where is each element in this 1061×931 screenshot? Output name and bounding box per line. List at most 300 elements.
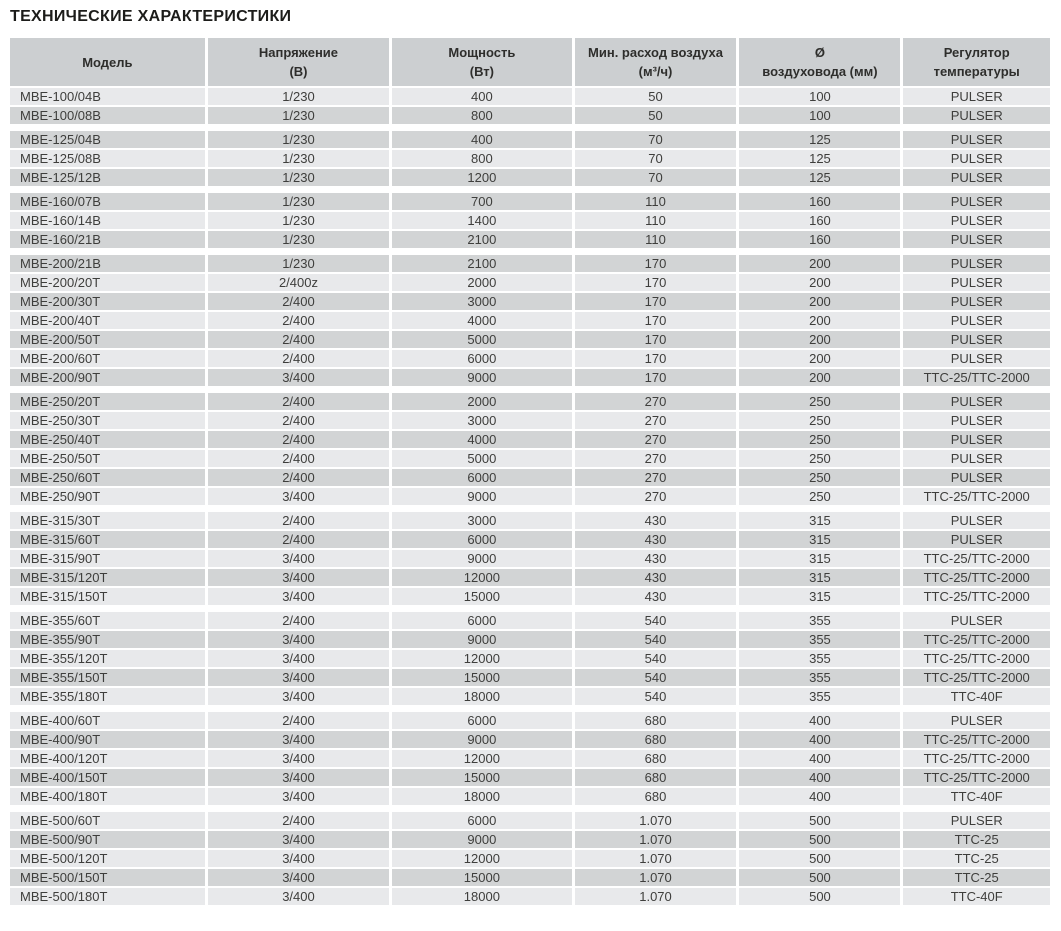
cell-diameter: 315: [739, 531, 900, 548]
group-separator-cell: [10, 388, 1050, 391]
cell-diameter: 315: [739, 569, 900, 586]
cell-power: 800: [392, 107, 571, 124]
cell-model: MBE-100/08B: [10, 107, 205, 124]
group-separator: [10, 126, 1050, 129]
column-header-unit: (м³/ч): [638, 64, 673, 79]
table-row: [10, 331, 1050, 348]
cell-airflow: 430: [575, 588, 737, 605]
cell-regulator: TTC-25/TTC-2000: [903, 669, 1050, 686]
cell-diameter: 400: [739, 788, 900, 805]
cell-diameter: 200: [739, 255, 900, 272]
cell-airflow: 430: [575, 531, 737, 548]
cell-voltage: 1/230: [208, 231, 389, 248]
cell-voltage: 3/400: [208, 750, 389, 767]
cell-power: 1200: [392, 169, 571, 186]
cell-model: MBE-315/150T: [10, 588, 205, 605]
column-header-power: [392, 38, 571, 86]
table-row: [10, 512, 1050, 529]
cell-airflow: 540: [575, 650, 737, 667]
table-row: [10, 888, 1050, 905]
cell-diameter: 355: [739, 612, 900, 629]
cell-diameter: 400: [739, 712, 900, 729]
cell-diameter: 315: [739, 588, 900, 605]
cell-diameter: 160: [739, 212, 900, 229]
cell-model: MBE-200/60T: [10, 350, 205, 367]
table-row: [10, 869, 1050, 886]
cell-model: MBE-125/12B: [10, 169, 205, 186]
cell-airflow: 170: [575, 350, 737, 367]
cell-power: 6000: [392, 712, 571, 729]
table-body: [10, 88, 1050, 905]
cell-power: 15000: [392, 869, 571, 886]
cell-voltage: 1/230: [208, 212, 389, 229]
cell-power: 4000: [392, 312, 571, 329]
cell-airflow: 170: [575, 293, 737, 310]
cell-model: MBE-315/60T: [10, 531, 205, 548]
table-row: [10, 231, 1050, 248]
cell-regulator: PULSER: [903, 531, 1050, 548]
cell-regulator: TTC-25/TTC-2000: [903, 569, 1050, 586]
cell-diameter: 160: [739, 231, 900, 248]
cell-model: MBE-355/60T: [10, 612, 205, 629]
cell-voltage: 2/400: [208, 450, 389, 467]
cell-voltage: 1/230: [208, 169, 389, 186]
table-row: [10, 312, 1050, 329]
cell-regulator: TTC-25/TTC-2000: [903, 731, 1050, 748]
table-row: [10, 612, 1050, 629]
cell-power: 18000: [392, 688, 571, 705]
group-separator-cell: [10, 707, 1050, 710]
cell-diameter: 355: [739, 650, 900, 667]
cell-airflow: 170: [575, 274, 737, 291]
cell-regulator: PULSER: [903, 131, 1050, 148]
group-separator-cell: [10, 807, 1050, 810]
cell-power: 1400: [392, 212, 571, 229]
cell-model: MBE-400/150T: [10, 769, 205, 786]
cell-power: 800: [392, 150, 571, 167]
cell-model: MBE-250/20T: [10, 393, 205, 410]
column-header-label: Модель: [82, 54, 133, 70]
column-header-unit: (В): [289, 64, 308, 79]
column-header-label: Мин. расход воздуха: [588, 45, 723, 60]
cell-power: 2000: [392, 274, 571, 291]
cell-regulator: TTC-25/TTC-2000: [903, 550, 1050, 567]
cell-power: 6000: [392, 531, 571, 548]
cell-power: 2100: [392, 231, 571, 248]
cell-regulator: PULSER: [903, 450, 1050, 467]
group-separator-cell: [10, 126, 1050, 129]
cell-model: MBE-200/30T: [10, 293, 205, 310]
group-separator-cell: [10, 250, 1050, 253]
cell-regulator: PULSER: [903, 88, 1050, 105]
cell-model: MBE-200/50T: [10, 331, 205, 348]
cell-airflow: 680: [575, 712, 737, 729]
table-row: [10, 588, 1050, 605]
cell-airflow: 540: [575, 669, 737, 686]
cell-power: 3000: [392, 293, 571, 310]
cell-power: 9000: [392, 550, 571, 567]
cell-voltage: 2/400: [208, 431, 389, 448]
cell-airflow: 680: [575, 750, 737, 767]
cell-voltage: 1/230: [208, 193, 389, 210]
cell-model: MBE-200/20T: [10, 274, 205, 291]
cell-diameter: 250: [739, 412, 900, 429]
cell-voltage: 2/400: [208, 531, 389, 548]
cell-model: MBE-400/90T: [10, 731, 205, 748]
cell-regulator: PULSER: [903, 231, 1050, 248]
cell-airflow: 540: [575, 612, 737, 629]
table-row: [10, 150, 1050, 167]
cell-diameter: 125: [739, 131, 900, 148]
cell-regulator: TTC-25: [903, 850, 1050, 867]
cell-regulator: PULSER: [903, 312, 1050, 329]
column-header-diameter: [739, 38, 900, 86]
cell-voltage: 1/230: [208, 88, 389, 105]
group-separator: [10, 707, 1050, 710]
cell-model: MBE-400/60T: [10, 712, 205, 729]
cell-voltage: 2/400: [208, 293, 389, 310]
cell-diameter: 100: [739, 88, 900, 105]
cell-regulator: PULSER: [903, 512, 1050, 529]
cell-regulator: PULSER: [903, 431, 1050, 448]
table-row: [10, 769, 1050, 786]
table-row: [10, 169, 1050, 186]
cell-voltage: 2/400: [208, 412, 389, 429]
table-row: [10, 431, 1050, 448]
cell-regulator: TTC-25/TTC-2000: [903, 769, 1050, 786]
cell-diameter: 250: [739, 450, 900, 467]
cell-power: 4000: [392, 431, 571, 448]
cell-model: MBE-250/50T: [10, 450, 205, 467]
table-row: [10, 650, 1050, 667]
cell-voltage: 2/400: [208, 393, 389, 410]
cell-regulator: PULSER: [903, 274, 1050, 291]
group-separator-cell: [10, 507, 1050, 510]
cell-airflow: 270: [575, 393, 737, 410]
cell-airflow: 1.070: [575, 812, 737, 829]
cell-regulator: PULSER: [903, 812, 1050, 829]
table-row: [10, 669, 1050, 686]
table-row: [10, 831, 1050, 848]
cell-power: 15000: [392, 669, 571, 686]
spec-table: [7, 36, 1053, 907]
cell-power: 5000: [392, 331, 571, 348]
cell-voltage: 2/400: [208, 712, 389, 729]
cell-power: 400: [392, 131, 571, 148]
group-separator-cell: [10, 188, 1050, 191]
column-header-unit: (Вт): [469, 64, 494, 79]
cell-regulator: PULSER: [903, 293, 1050, 310]
cell-power: 6000: [392, 350, 571, 367]
cell-voltage: 3/400: [208, 850, 389, 867]
group-separator: [10, 188, 1050, 191]
cell-airflow: 270: [575, 431, 737, 448]
cell-power: 6000: [392, 812, 571, 829]
cell-airflow: 170: [575, 255, 737, 272]
cell-airflow: 270: [575, 450, 737, 467]
table-row: [10, 255, 1050, 272]
cell-airflow: 1.070: [575, 850, 737, 867]
cell-model: MBE-400/120T: [10, 750, 205, 767]
cell-voltage: 3/400: [208, 888, 389, 905]
cell-model: MBE-250/90T: [10, 488, 205, 505]
cell-voltage: 2/400: [208, 512, 389, 529]
cell-airflow: 70: [575, 150, 737, 167]
cell-model: MBE-500/120T: [10, 850, 205, 867]
cell-power: 18000: [392, 888, 571, 905]
cell-airflow: 1.070: [575, 869, 737, 886]
cell-model: MBE-500/60T: [10, 812, 205, 829]
cell-power: 6000: [392, 469, 571, 486]
cell-diameter: 355: [739, 631, 900, 648]
cell-regulator: PULSER: [903, 193, 1050, 210]
cell-voltage: 3/400: [208, 831, 389, 848]
cell-regulator: PULSER: [903, 350, 1050, 367]
cell-power: 12000: [392, 650, 571, 667]
cell-airflow: 170: [575, 331, 737, 348]
cell-airflow: 170: [575, 312, 737, 329]
cell-diameter: 250: [739, 488, 900, 505]
cell-model: MBE-315/90T: [10, 550, 205, 567]
cell-regulator: TTC-40F: [903, 688, 1050, 705]
cell-diameter: 200: [739, 274, 900, 291]
cell-model: MBE-160/21B: [10, 231, 205, 248]
column-header-label: Регулятор: [943, 45, 1010, 60]
cell-regulator: TTC-25/TTC-2000: [903, 588, 1050, 605]
cell-model: MBE-125/04B: [10, 131, 205, 148]
cell-regulator: PULSER: [903, 469, 1050, 486]
cell-voltage: 2/400z: [208, 274, 389, 291]
table-row: [10, 488, 1050, 505]
cell-diameter: 160: [739, 193, 900, 210]
cell-voltage: 2/400: [208, 350, 389, 367]
table-row: [10, 812, 1050, 829]
table-row: [10, 107, 1050, 124]
cell-model: MBE-250/30T: [10, 412, 205, 429]
table-row: [10, 369, 1050, 386]
table-row: [10, 631, 1050, 648]
cell-model: MBE-400/180T: [10, 788, 205, 805]
cell-power: 12000: [392, 569, 571, 586]
table-header-row: [10, 38, 1050, 86]
cell-voltage: 3/400: [208, 669, 389, 686]
table-header: [10, 38, 1050, 86]
table-row: [10, 193, 1050, 210]
cell-airflow: 170: [575, 369, 737, 386]
cell-diameter: 500: [739, 888, 900, 905]
cell-regulator: TTC-25/TTC-2000: [903, 631, 1050, 648]
cell-power: 3000: [392, 412, 571, 429]
cell-diameter: 200: [739, 293, 900, 310]
table-row: [10, 450, 1050, 467]
table-row: [10, 412, 1050, 429]
cell-diameter: 200: [739, 350, 900, 367]
cell-voltage: 2/400: [208, 331, 389, 348]
column-header-airflow: [575, 38, 737, 86]
cell-airflow: 70: [575, 131, 737, 148]
table-row: [10, 350, 1050, 367]
cell-model: MBE-355/120T: [10, 650, 205, 667]
table-row: [10, 731, 1050, 748]
cell-model: MBE-355/180T: [10, 688, 205, 705]
cell-regulator: PULSER: [903, 712, 1050, 729]
cell-power: 9000: [392, 831, 571, 848]
column-header-model: [10, 38, 205, 86]
cell-diameter: 400: [739, 769, 900, 786]
cell-power: 12000: [392, 850, 571, 867]
cell-airflow: 1.070: [575, 888, 737, 905]
cell-airflow: 430: [575, 569, 737, 586]
cell-voltage: 1/230: [208, 255, 389, 272]
column-header-unit: температуры: [933, 64, 1020, 79]
cell-regulator: PULSER: [903, 107, 1050, 124]
column-header-regulator: [903, 38, 1050, 86]
cell-model: MBE-500/180T: [10, 888, 205, 905]
cell-regulator: PULSER: [903, 331, 1050, 348]
cell-model: MBE-200/90T: [10, 369, 205, 386]
cell-voltage: 2/400: [208, 469, 389, 486]
cell-airflow: 540: [575, 688, 737, 705]
cell-voltage: 3/400: [208, 769, 389, 786]
cell-regulator: TTC-25/TTC-2000: [903, 369, 1050, 386]
column-header-voltage: [208, 38, 389, 86]
cell-airflow: 680: [575, 769, 737, 786]
table-row: [10, 212, 1050, 229]
cell-diameter: 200: [739, 369, 900, 386]
column-header-label: Напряжение: [258, 45, 339, 60]
cell-airflow: 50: [575, 88, 737, 105]
cell-model: MBE-100/04B: [10, 88, 205, 105]
cell-voltage: 3/400: [208, 869, 389, 886]
cell-model: MBE-160/14B: [10, 212, 205, 229]
cell-voltage: 1/230: [208, 150, 389, 167]
cell-airflow: 110: [575, 212, 737, 229]
cell-regulator: PULSER: [903, 393, 1050, 410]
cell-diameter: 100: [739, 107, 900, 124]
cell-model: MBE-200/21B: [10, 255, 205, 272]
cell-voltage: 3/400: [208, 488, 389, 505]
cell-diameter: 200: [739, 312, 900, 329]
group-separator: [10, 807, 1050, 810]
cell-regulator: TTC-25: [903, 831, 1050, 848]
group-separator: [10, 507, 1050, 510]
cell-regulator: TTC-40F: [903, 888, 1050, 905]
cell-diameter: 200: [739, 331, 900, 348]
cell-diameter: 400: [739, 731, 900, 748]
cell-model: MBE-160/07B: [10, 193, 205, 210]
cell-power: 18000: [392, 788, 571, 805]
cell-voltage: 3/400: [208, 550, 389, 567]
cell-voltage: 2/400: [208, 812, 389, 829]
cell-diameter: 500: [739, 831, 900, 848]
column-header-unit: воздуховода (мм): [762, 64, 878, 79]
cell-model: MBE-355/90T: [10, 631, 205, 648]
cell-diameter: 250: [739, 393, 900, 410]
cell-regulator: PULSER: [903, 255, 1050, 272]
cell-power: 15000: [392, 588, 571, 605]
cell-voltage: 2/400: [208, 612, 389, 629]
cell-power: 15000: [392, 769, 571, 786]
cell-diameter: 315: [739, 512, 900, 529]
cell-diameter: 500: [739, 812, 900, 829]
cell-regulator: TTC-25/TTC-2000: [903, 488, 1050, 505]
cell-regulator: PULSER: [903, 169, 1050, 186]
cell-model: MBE-315/120T: [10, 569, 205, 586]
cell-power: 2100: [392, 255, 571, 272]
cell-power: 5000: [392, 450, 571, 467]
table-row: [10, 469, 1050, 486]
group-separator-cell: [10, 607, 1050, 610]
table-row: [10, 750, 1050, 767]
cell-power: 9000: [392, 488, 571, 505]
cell-airflow: 110: [575, 193, 737, 210]
cell-model: MBE-315/30T: [10, 512, 205, 529]
cell-airflow: 270: [575, 469, 737, 486]
cell-diameter: 125: [739, 150, 900, 167]
table-row: [10, 788, 1050, 805]
table-row: [10, 393, 1050, 410]
cell-regulator: PULSER: [903, 212, 1050, 229]
cell-regulator: PULSER: [903, 150, 1050, 167]
table-row: [10, 850, 1050, 867]
cell-power: 6000: [392, 612, 571, 629]
page-title: ТЕХНИЧЕСКИЕ ХАРАКТЕРИСТИКИ: [10, 8, 292, 25]
cell-power: 2000: [392, 393, 571, 410]
cell-airflow: 430: [575, 550, 737, 567]
cell-diameter: 400: [739, 750, 900, 767]
cell-airflow: 680: [575, 731, 737, 748]
cell-regulator: PULSER: [903, 612, 1050, 629]
group-separator: [10, 250, 1050, 253]
cell-power: 400: [392, 88, 571, 105]
table-row: [10, 550, 1050, 567]
cell-diameter: 355: [739, 669, 900, 686]
cell-model: MBE-250/60T: [10, 469, 205, 486]
cell-power: 9000: [392, 731, 571, 748]
cell-diameter: 250: [739, 469, 900, 486]
cell-power: 9000: [392, 631, 571, 648]
cell-regulator: TTC-25/TTC-2000: [903, 650, 1050, 667]
table-row: [10, 88, 1050, 105]
cell-regulator: TTC-25/TTC-2000: [903, 750, 1050, 767]
cell-voltage: 1/230: [208, 107, 389, 124]
table-row: [10, 569, 1050, 586]
cell-diameter: 500: [739, 869, 900, 886]
cell-diameter: 355: [739, 688, 900, 705]
cell-airflow: 70: [575, 169, 737, 186]
cell-airflow: 270: [575, 488, 737, 505]
table-row: [10, 131, 1050, 148]
cell-voltage: 3/400: [208, 688, 389, 705]
cell-airflow: 270: [575, 412, 737, 429]
cell-model: MBE-250/40T: [10, 431, 205, 448]
cell-model: MBE-500/90T: [10, 831, 205, 848]
group-separator: [10, 388, 1050, 391]
column-header-label: Ø: [814, 45, 825, 60]
column-header-label: Мощность: [448, 45, 516, 60]
group-separator: [10, 607, 1050, 610]
cell-airflow: 680: [575, 788, 737, 805]
table-row: [10, 688, 1050, 705]
cell-airflow: 430: [575, 512, 737, 529]
cell-regulator: TTC-40F: [903, 788, 1050, 805]
table-row: [10, 274, 1050, 291]
cell-model: MBE-500/150T: [10, 869, 205, 886]
cell-voltage: 3/400: [208, 631, 389, 648]
cell-diameter: 500: [739, 850, 900, 867]
cell-voltage: 1/230: [208, 131, 389, 148]
cell-power: 9000: [392, 369, 571, 386]
